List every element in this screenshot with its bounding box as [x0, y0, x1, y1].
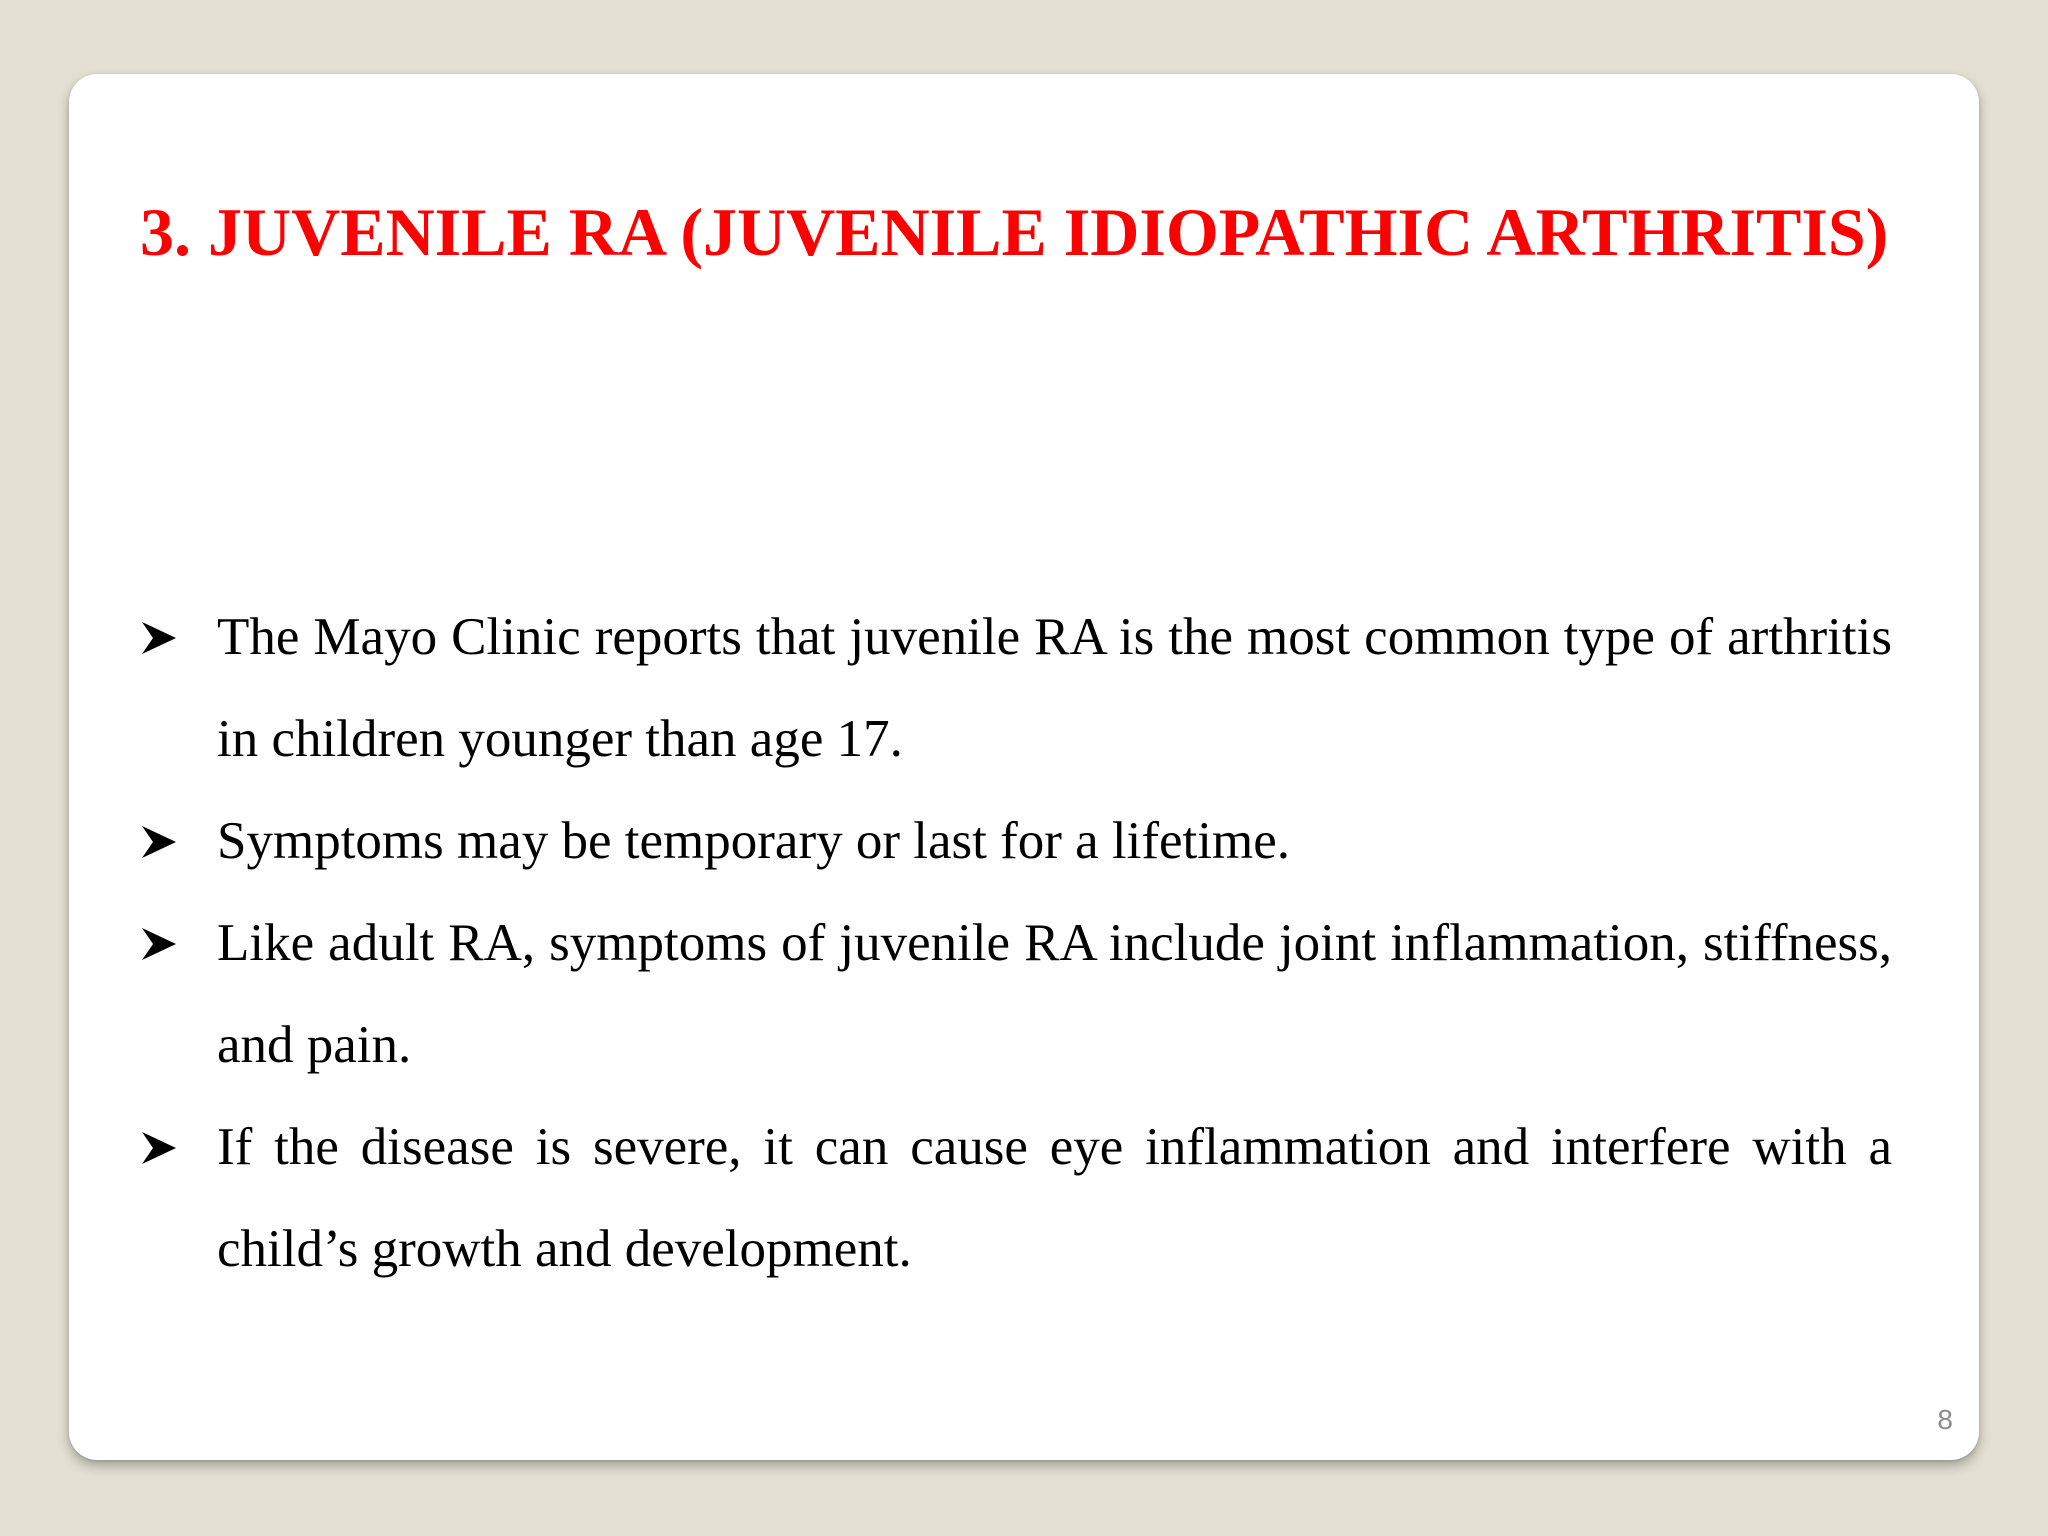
slide: [69, 74, 1979, 1460]
bullet-text: Symptoms may be temporary or last for a lifetime.: [217, 812, 1290, 870]
page-number: 8: [1937, 1404, 1953, 1435]
bullet-text: If the disease is severe, it can cause eye inflammation and interfere with a child’s growth and development.: [217, 1118, 1892, 1278]
bullet-item: [140, 586, 1892, 790]
bullet-list: [140, 586, 1892, 1300]
arrowhead-bullet-icon: [142, 928, 176, 960]
slide-title: 3. JUVENILE RA (JUVENILE IDIOPATHIC ARTHRITIS): [140, 194, 1889, 270]
bullet-item: [140, 1096, 1892, 1300]
bullet-item: [140, 790, 1892, 892]
arrowhead-bullet-icon: [142, 826, 176, 858]
arrowhead-bullet-icon: [142, 1132, 176, 1164]
bullet-text: The Mayo Clinic reports that juvenile RA is the most common type of arthritis in children younger than age 17.: [217, 608, 1892, 768]
bullet-item: [140, 892, 1892, 1096]
bullet-text: Like adult RA, symptoms of juvenile RA include joint inflammation, stiffness, and pain.: [217, 914, 1892, 1074]
arrowhead-bullet-icon: [142, 622, 176, 654]
